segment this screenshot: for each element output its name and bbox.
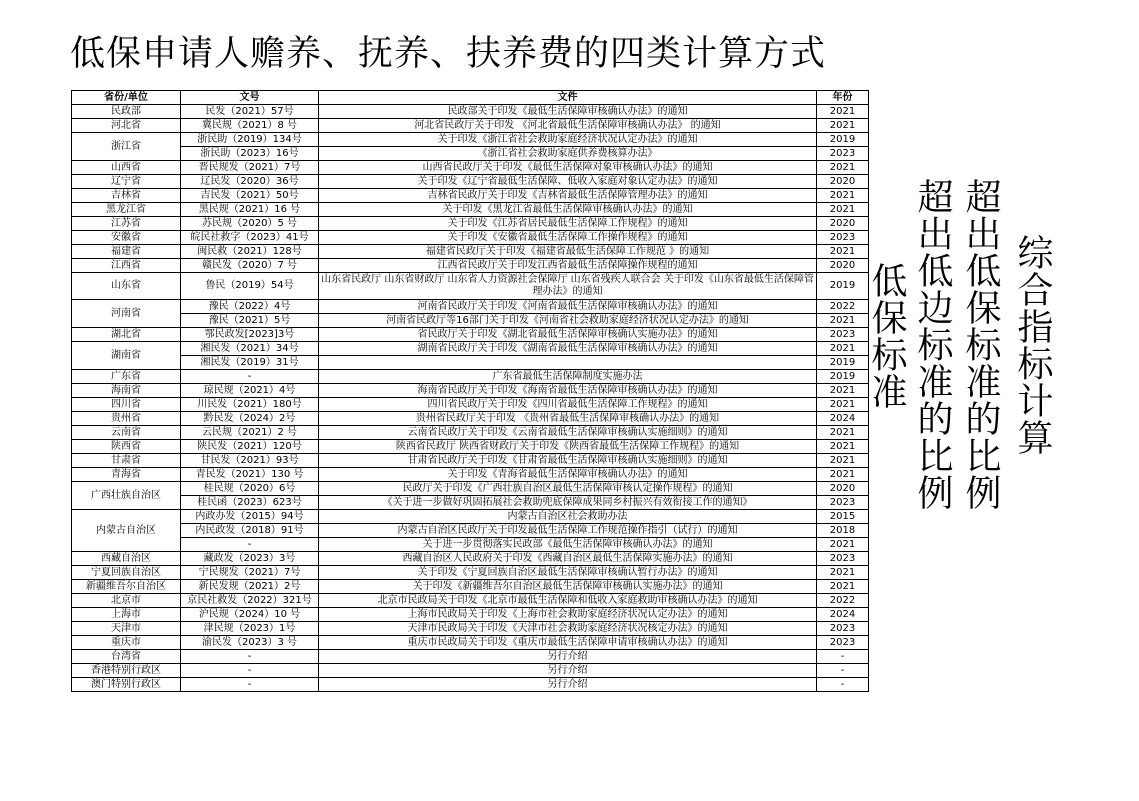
cell-file: 广东省最低生活保障制度实施办法	[319, 370, 817, 384]
table-row	[72, 217, 869, 231]
table-row	[72, 133, 869, 147]
cell-doc-number: 青民发（2021）130 号	[181, 468, 319, 482]
cell-file: 江西省民政厅关于印发江西省最低生活保障操作规程的通知	[319, 259, 817, 273]
table-row	[72, 189, 869, 203]
table-row	[72, 203, 869, 217]
table-row	[72, 273, 869, 300]
table-row	[72, 482, 869, 496]
cell-doc-number: 闽民救（2021）128号	[181, 245, 319, 259]
cell-doc-number: 黔民发（2024）2号	[181, 412, 319, 426]
cell-file: 海南省民政厅关于印发《海南省最低生活保障审核确认办法》的通知	[319, 384, 817, 398]
cell-province: 山东省	[72, 273, 181, 300]
table-row	[72, 175, 869, 189]
cell-file: 河南省民政厅关于印发《河南省最低生活保障审核确认办法》的通知	[319, 300, 817, 314]
cell-doc-number: -	[181, 370, 319, 384]
cell-year: -	[817, 664, 869, 678]
cell-year: 2022	[817, 594, 869, 608]
cell-doc-number: 津民规（2023）1号	[181, 622, 319, 636]
table-row	[72, 664, 869, 678]
table-row	[72, 161, 869, 175]
cell-province: 新疆维吾尔自治区	[72, 580, 181, 594]
cell-year: 2024	[817, 412, 869, 426]
cell-file: 天津市民政局关于印发《天津市社会救助家庭经济状况核定办法》的通知	[319, 622, 817, 636]
cell-province: 海南省	[72, 384, 181, 398]
cell-year: 2023	[817, 636, 869, 650]
cell-doc-number: 新民发规（2021）2号	[181, 580, 319, 594]
cell-year: 2022	[817, 300, 869, 314]
table-row	[72, 552, 869, 566]
cell-doc-number: 桂民规（2020）6号	[181, 482, 319, 496]
cell-year: 2021	[817, 398, 869, 412]
cell-file: 上海市民政局关于印发《上海市社会救助家庭经济状况认定办法》的通知	[319, 608, 817, 622]
table-body	[72, 105, 869, 692]
cell-province: 内蒙古自治区	[72, 510, 181, 552]
cell-province: 香港特别行政区	[72, 664, 181, 678]
table-row	[72, 440, 869, 454]
cell-year: 2021	[817, 189, 869, 203]
cell-file: 甘肃省民政厅关于印发《甘肃省最低生活保障审核确认实施细则》的通知	[319, 454, 817, 468]
category-dibao-standard: 低保标准	[866, 262, 907, 410]
cell-file: 四川省民政厅关于印发《四川省最低生活保障工作规程》的通知	[319, 398, 817, 412]
cell-province: 北京市	[72, 594, 181, 608]
table-row	[72, 678, 869, 692]
table-row	[72, 594, 869, 608]
cell-file: 省民政厅关于印发《湖北省最低生活保障审核确认实施办法》的通知	[319, 328, 817, 342]
table-row	[72, 384, 869, 398]
cell-province: 重庆市	[72, 636, 181, 650]
cell-year: 2021	[817, 314, 869, 328]
cell-doc-number: 辽民发（2020）36号	[181, 175, 319, 189]
cell-province: 澳门特别行政区	[72, 678, 181, 692]
cell-year: 2021	[817, 440, 869, 454]
cell-year: 2020	[817, 482, 869, 496]
table-row	[72, 342, 869, 356]
header-file: 文件	[319, 91, 817, 105]
cell-province: 安徽省	[72, 231, 181, 245]
cell-doc-number: 陕民发（2021）120号	[181, 440, 319, 454]
cell-doc-number: 赣民发（2020）7 号	[181, 259, 319, 273]
cell-year: 2021	[817, 245, 869, 259]
cell-province: 河北省	[72, 119, 181, 133]
cell-year: 2021	[817, 203, 869, 217]
table-row	[72, 314, 869, 328]
cell-doc-number: -	[181, 538, 319, 552]
cell-doc-number: -	[181, 664, 319, 678]
table-row	[72, 300, 869, 314]
cell-province: 黑龙江省	[72, 203, 181, 217]
cell-file	[319, 356, 817, 370]
page-title: 低保申请人赡养、抚养、扶养费的四类计算方式	[70, 34, 827, 74]
cell-province: 贵州省	[72, 412, 181, 426]
cell-year: 2023	[817, 328, 869, 342]
cell-year: 2021	[817, 384, 869, 398]
cell-province: 广东省	[72, 370, 181, 384]
cell-file: 民政部关于印发《最低生活保障审核确认办法》的通知	[319, 105, 817, 119]
cell-year: 2019	[817, 356, 869, 370]
cell-year: 2020	[817, 259, 869, 273]
cell-province: 江西省	[72, 259, 181, 273]
table-row	[72, 650, 869, 664]
policy-table	[71, 90, 869, 692]
table-row	[72, 119, 869, 133]
cell-doc-number: 浙民助（2019）134号	[181, 133, 319, 147]
table-row	[72, 370, 869, 384]
cell-file: 另行介绍	[319, 678, 817, 692]
cell-file: 民政厅关于印发《广西壮族自治区最低生活保障审核认定操作规程》的通知	[319, 482, 817, 496]
table-row	[72, 231, 869, 245]
cell-doc-number: 京民社救发（2022）321号	[181, 594, 319, 608]
cell-year: 2020	[817, 217, 869, 231]
cell-year: 2021	[817, 580, 869, 594]
cell-doc-number: 豫民（2021）5号	[181, 314, 319, 328]
table-row	[72, 468, 869, 482]
header-year: 年份	[817, 91, 869, 105]
cell-year: 2015	[817, 510, 869, 524]
cell-province: 湖北省	[72, 328, 181, 342]
cell-file: 福建省民政厅关于印发《福建省最低生活保障工作规范 》的通知	[319, 245, 817, 259]
cell-file: 关于印发《浙江省社会救助家庭经济状况认定办法》的通知	[319, 133, 817, 147]
cell-file: 重庆市民政局关于印发《重庆市最低生活保障申请审核确认办法》的通知	[319, 636, 817, 650]
cell-doc-number: 宁民规发（2021）7号	[181, 566, 319, 580]
category-exceed-dibian-ratio: 超出低边标准的比例	[912, 178, 953, 511]
cell-doc-number: 渝民发（2023）3 号	[181, 636, 319, 650]
table-row	[72, 412, 869, 426]
cell-doc-number: 藏政发（2023）3号	[181, 552, 319, 566]
cell-doc-number: 川民发（2021）180号	[181, 398, 319, 412]
cell-doc-number: 民发（2021）57号	[181, 105, 319, 119]
cell-year: 2021	[817, 119, 869, 133]
header-doc-number: 文号	[181, 91, 319, 105]
cell-file: 关于进一步贯彻落实民政部《最低生活保障审核确认办法》的通知	[319, 538, 817, 552]
cell-year: 2023	[817, 147, 869, 161]
header-province: 省份/单位	[72, 91, 181, 105]
cell-province: 青海省	[72, 468, 181, 482]
table-row	[72, 454, 869, 468]
cell-doc-number: 桂民函（2023）623号	[181, 496, 319, 510]
cell-doc-number: 豫民（2022）4号	[181, 300, 319, 314]
table-row	[72, 426, 869, 440]
table-row	[72, 398, 869, 412]
cell-province: 山西省	[72, 161, 181, 175]
cell-doc-number: 鄂民政发[2023]3号	[181, 328, 319, 342]
cell-file: 山西省民政厅关于印发《最低生活保障对象审核确认办法》的通知	[319, 161, 817, 175]
cell-year: -	[817, 650, 869, 664]
cell-file: 河南省民政厅等16部门关于印发《河南省社会救助家庭经济状况认定办法》的通知	[319, 314, 817, 328]
table-row	[72, 608, 869, 622]
cell-doc-number: 晋民规发（2021）7号	[181, 161, 319, 175]
cell-file: 关于印发《安徽省最低生活保障工作操作规程》的通知	[319, 231, 817, 245]
cell-file: 山东省民政厅 山东省财政厅 山东省人力资源社会保障厅 山东省残疾人联合会 关于印发《山东省最低生活保障管理办法》的通知	[319, 273, 817, 300]
cell-province: 台湾省	[72, 650, 181, 664]
table-row	[72, 566, 869, 580]
cell-doc-number: 吉民发（2021）50号	[181, 189, 319, 203]
cell-province: 天津市	[72, 622, 181, 636]
cell-doc-number: -	[181, 678, 319, 692]
cell-file: 《浙江省社会救助家庭供养费核算办法》	[319, 147, 817, 161]
cell-year: 2021	[817, 566, 869, 580]
cell-province: 广西壮族自治区	[72, 482, 181, 510]
cell-province: 云南省	[72, 426, 181, 440]
cell-file: 吉林省民政厅关于印发《吉林省最低生活保障管理办法》的通知	[319, 189, 817, 203]
cell-file: 另行介绍	[319, 664, 817, 678]
cell-doc-number: 浙民助（2023）16号	[181, 147, 319, 161]
cell-year: 2023	[817, 552, 869, 566]
cell-file: 关于印发《新疆维吾尔自治区最低生活保障审核确认实施办法》的通知	[319, 580, 817, 594]
cell-doc-number: 云民规（2021）2 号	[181, 426, 319, 440]
table-row	[72, 580, 869, 594]
cell-year: 2021	[817, 342, 869, 356]
cell-year: 2019	[817, 273, 869, 300]
cell-file: 湖南省民政厅关于印发《湖南省最低生活保障审核确认办法》的通知	[319, 342, 817, 356]
cell-year: 2021	[817, 105, 869, 119]
table-row	[72, 510, 869, 524]
cell-doc-number: 黑民规（2021）16 号	[181, 203, 319, 217]
cell-file: 另行介绍	[319, 650, 817, 664]
cell-year: -	[817, 678, 869, 692]
cell-doc-number: 内政办发（2015）94号	[181, 510, 319, 524]
cell-doc-number: -	[181, 650, 319, 664]
cell-year: 2020	[817, 175, 869, 189]
table-header-row	[72, 91, 869, 105]
cell-province: 西藏自治区	[72, 552, 181, 566]
cell-year: 2023	[817, 496, 869, 510]
cell-province: 湖南省	[72, 342, 181, 370]
cell-province: 吉林省	[72, 189, 181, 203]
cell-doc-number: 苏民规（2020）5 号	[181, 217, 319, 231]
cell-year: 2018	[817, 524, 869, 538]
cell-doc-number: 湘民发（2021）34号	[181, 342, 319, 356]
table-row	[72, 245, 869, 259]
cell-province: 甘肃省	[72, 454, 181, 468]
cell-file: 西藏自治区人民政府关于印发《西藏自治区最低生活保障实施办法》的通知	[319, 552, 817, 566]
table-row	[72, 356, 869, 370]
cell-province: 四川省	[72, 398, 181, 412]
cell-year: 2021	[817, 426, 869, 440]
cell-file: 关于印发《江苏省居民最低生活保障工作规程》的通知	[319, 217, 817, 231]
cell-file: 河北省民政厅关于印发 《河北省最低生活保障审核确认办法》 的通知	[319, 119, 817, 133]
table-row	[72, 622, 869, 636]
cell-doc-number: 甘民发（2021）93号	[181, 454, 319, 468]
cell-file: 北京市民政局关于印发《北京市最低生活保障和低收入家庭救助审核确认办法》的通知	[319, 594, 817, 608]
cell-doc-number: 冀民规（2021）8 号	[181, 119, 319, 133]
cell-province: 辽宁省	[72, 175, 181, 189]
cell-province: 宁夏回族自治区	[72, 566, 181, 580]
cell-year: 2019	[817, 370, 869, 384]
table-row	[72, 538, 869, 552]
cell-year: 2021	[817, 454, 869, 468]
cell-doc-number: 皖民社救字（2023）41号	[181, 231, 319, 245]
cell-file: 关于印发《青海省最低生活保障审核确认办法》的通知	[319, 468, 817, 482]
cell-year: 2024	[817, 608, 869, 622]
cell-year: 2021	[817, 468, 869, 482]
cell-year: 2023	[817, 622, 869, 636]
table-row	[72, 524, 869, 538]
cell-province: 民政部	[72, 105, 181, 119]
cell-doc-number: 湘民发（2019）31号	[181, 356, 319, 370]
cell-file: 贵州省民政厅关于印发 《贵州省最低生活保障审核确认办法》的通知	[319, 412, 817, 426]
cell-file: 《关于进一步做好巩固拓展社会救助兜底保障成果同乡村振兴有效衔接工作的通知》	[319, 496, 817, 510]
cell-file: 关于印发《黑龙江省最低生活保障审核确认办法》的通知	[319, 203, 817, 217]
category-exceed-dibao-ratio: 超出低保标准的比例	[960, 178, 1001, 511]
table-row	[72, 328, 869, 342]
cell-province: 浙江省	[72, 133, 181, 161]
cell-province: 福建省	[72, 245, 181, 259]
cell-province: 上海市	[72, 608, 181, 622]
cell-file: 关于印发《宁夏回族自治区最低生活保障审核确认暂行办法》的通知	[319, 566, 817, 580]
table-row	[72, 147, 869, 161]
cell-file: 关于印发《辽宁省最低生活保障、低收入家庭对象认定办法》的通知	[319, 175, 817, 189]
cell-doc-number: 沪民规（2024）10 号	[181, 608, 319, 622]
cell-province: 江苏省	[72, 217, 181, 231]
cell-doc-number: 琼民规（2021）4号	[181, 384, 319, 398]
table-row	[72, 496, 869, 510]
cell-doc-number: 鲁民（2019）54号	[181, 273, 319, 300]
cell-year: 2021	[817, 538, 869, 552]
table-row	[72, 636, 869, 650]
cell-doc-number: 内民政发（2018）91号	[181, 524, 319, 538]
cell-year: 2019	[817, 133, 869, 147]
table-row	[72, 105, 869, 119]
cell-year: 2023	[817, 231, 869, 245]
category-composite-indicator: 综合指标计算	[1012, 234, 1053, 456]
table-row	[72, 259, 869, 273]
cell-file: 内蒙古自治区民政厅关于印发最低生活保障工作规范操作指引（试行）的通知	[319, 524, 817, 538]
cell-file: 云南省民政厅关于印发《云南省最低生活保障审核确认实施细则》的通知	[319, 426, 817, 440]
cell-province: 河南省	[72, 300, 181, 328]
cell-file: 内蒙古自治区社会救助办法	[319, 510, 817, 524]
cell-file: 陕西省民政厅 陕西省财政厅关于印发《陕西省最低生活保障工作规程》的通知	[319, 440, 817, 454]
cell-year: 2021	[817, 161, 869, 175]
cell-province: 陕西省	[72, 440, 181, 454]
